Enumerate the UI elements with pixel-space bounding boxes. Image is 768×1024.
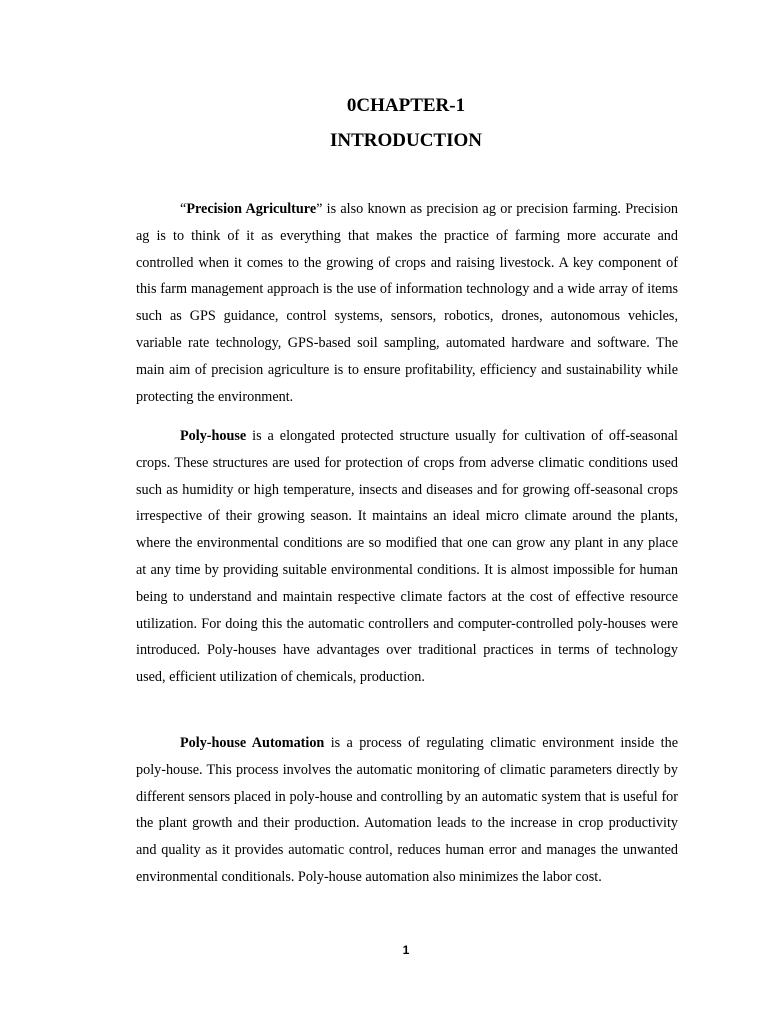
paragraph-precision-agriculture [136, 196, 678, 410]
paragraph-text: is a process of regulating climatic environment inside the poly-house. This process involves the automatic monitoring of climatic parameters directly by different sensors placed in poly-house and controlling by an automatic system that is useful for the plant growth and their production. Automation leads to the increase in crop productivity and quality as it provides automatic control, reduces human error and manages the unwanted environmental conditionals. Poly-house automation also minimizes the labor cost. [136, 735, 678, 885]
page-number: 1 [402, 943, 410, 957]
term-poly-house: Poly-house [180, 428, 247, 444]
paragraph-text: is a elongated protected structure usually for cultivation of off-seasonal crops. These structures are used for protection of crops from adverse climatic conditions used such as humidity or high temperature, insects and diseases and for growing off-seasonal crops irrespective of their growing season. It maintains an ideal micro climate around the plants, where the environmental conditions are so modified that one can grow any plant in any place at any time by providing suitable environmental conditions. It is almost impossible for human being to understand and maintain respective climate factors at the cost of effective resource utilization. For doing this the automatic controllers and computer-controlled poly-houses were introduced. Poly-houses have advantages over traditional practices in terms of technology used, efficient utilization of chemicals, production. [136, 428, 678, 686]
paragraph-text: is also known as precision ag or precision farming. Precision ag is to think of it as everything that makes the practice of farming more accurate and controlled when it comes to the growing of crops and raising livestock. A key component of this farm management approach is the use of information technology and a wide array of items such as GPS guidance, control systems, sensors, robotics, drones, autonomous vehicles, variable rate technology, GPS-based soil sampling, automated hardware and software. The main aim of precision agriculture is to ensure profitability, efficiency and sustainability while protecting the environment. [136, 201, 679, 405]
paragraph-poly-house-automation [136, 730, 678, 891]
chapter-heading: 0CHAPTER-1 [346, 95, 466, 116]
term-precision-agriculture: Precision Agriculture [186, 201, 317, 217]
term-poly-house-automation: Poly-house Automation [180, 735, 325, 751]
close-quote: ” [316, 201, 323, 217]
open-quote: “ [180, 201, 187, 217]
paragraph-poly-house [136, 423, 678, 691]
section-heading: INTRODUCTION [329, 130, 483, 151]
